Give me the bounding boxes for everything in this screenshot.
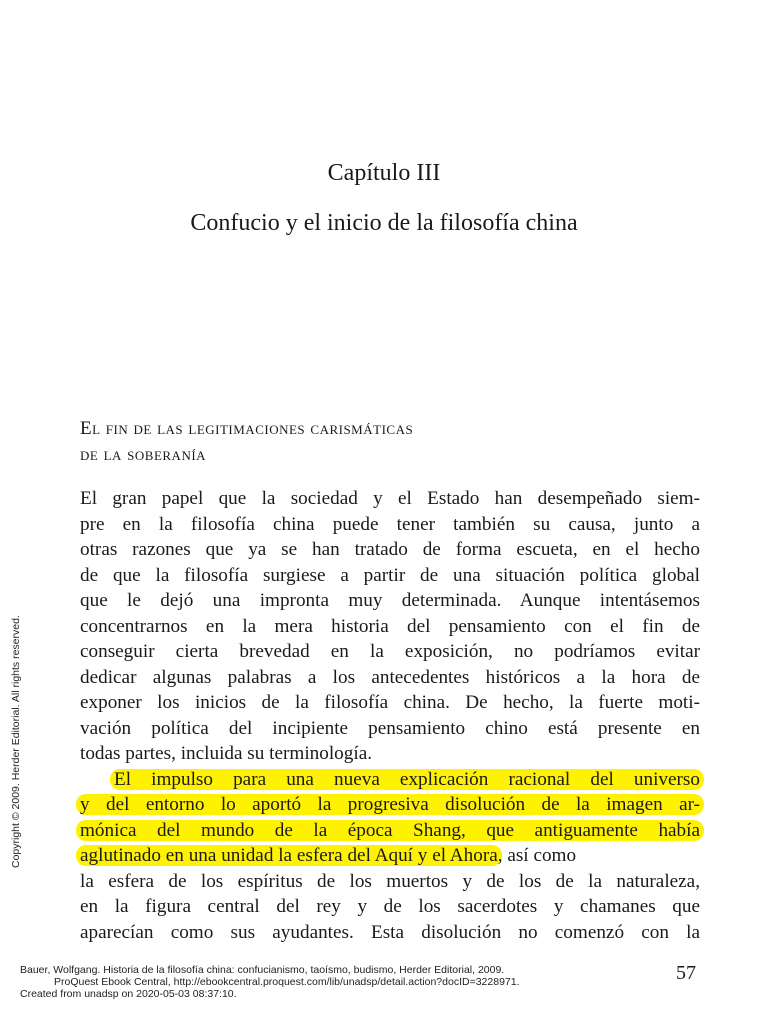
citation-link-line[interactable]: ProQuest Ebook Central, http://ebookcentral.proquest.com/lib/unadsp/detail.action?docID=3228971.	[54, 976, 520, 988]
highlighted-line	[80, 767, 700, 793]
highlighted-line	[80, 818, 700, 844]
highlight: El impulso para una nueva explicación racional del universo	[110, 769, 704, 790]
citation-line: Created from unadsp on 2020-05-03 08:37:10.	[20, 988, 237, 1000]
text-line: El gran papel que la sociedad y el Estado han desempeñado siem-	[80, 488, 700, 509]
section-heading-line: de la soberanía	[80, 444, 207, 465]
text-line: pre en la filosofía china puede tener también su causa, junto a	[80, 513, 700, 535]
text-line: todas partes, incluida su terminología.	[80, 743, 373, 764]
highlight: mónica del mundo de la época Shang, que antiguamente había	[76, 820, 704, 841]
highlight: y del entorno lo aportó la progresiva disolución de la imagen ar-	[76, 794, 704, 815]
highlight: aglutinado en una unidad la esfera del Aquí y el Ahora	[76, 845, 502, 866]
text-line: otras razones que ya se han tratado de forma escueta, en el hecho	[80, 539, 700, 560]
text-line: de que la filosofía surgiese a partir de una situación política global	[80, 564, 700, 586]
section-heading-line: El fin de las legitimaciones carismáticas	[80, 418, 414, 439]
body-text	[80, 486, 700, 945]
text-line: vación política del incipiente pensamiento chino está presente en	[80, 717, 700, 739]
text-line: en la figura central del rey y de los sacerdotes y chamanes que	[80, 896, 700, 917]
copyright-notice	[8, 600, 26, 870]
chapter-title: Confucio y el inicio de la filosofía china	[190, 210, 578, 236]
citation-line: Bauer, Wolfgang. Historia de la filosofía china: confucianismo, taoísmo, budismo, Herder Editorial, 2009.	[20, 964, 505, 976]
highlighted-line	[80, 843, 700, 869]
text-line: dedicar algunas palabras a los antecedentes históricos a la hora de	[80, 666, 700, 688]
text-fragment: , así como	[497, 845, 577, 866]
section-heading	[80, 416, 680, 468]
highlighted-line	[80, 792, 700, 818]
text-line: exponer los inicios de la filosofía china. De hecho, la fuerte moti-	[80, 692, 700, 713]
text-line: conseguir cierta brevedad en la exposición, no podríamos evitar	[80, 641, 700, 662]
page-number: 57	[676, 962, 696, 984]
text-line: aparecían como sus ayudantes. Esta disolución no comenzó con la	[80, 921, 700, 943]
chapter-label: Capítulo III	[327, 160, 441, 186]
copyright-text: Copyright © 2009. Herder Editorial. All rights reserved.	[10, 615, 22, 868]
text-line: que le dejó una impronta muy determinada. Aunque intentásemos	[80, 590, 700, 611]
citation-footer	[20, 964, 660, 1000]
text-line: concentrarnos en la mera historia del pensamiento con el fin de	[80, 615, 700, 637]
text-line: la esfera de los espíritus de los muertos y de los de la naturaleza,	[80, 870, 700, 892]
